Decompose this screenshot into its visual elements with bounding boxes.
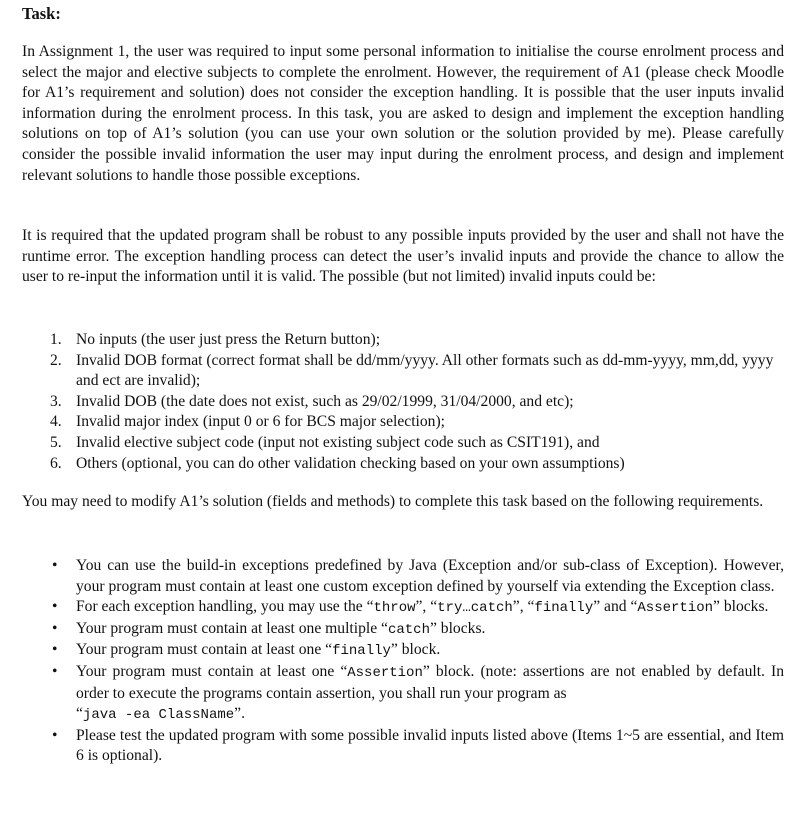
bullet-item: • Your program must contain at least one “finally” block. bbox=[52, 641, 441, 660]
robustness-paragraph: It is required that the updated program shall be robust to any possible inputs provided by the user and shall not have the runtime error. The exception handling process can detect the user’s invalid inputs and provide the chance to allow the user to re-input the information until it is valid. The possible (but not limited) invalid inputs could be: bbox=[22, 227, 784, 286]
requirements-paragraph: You may need to modify A1’s solution (fields and methods) to complete this task based on the following requirements. bbox=[22, 493, 764, 510]
bullet-icon: • bbox=[52, 557, 58, 574]
list-item: 2. Invalid DOB format (correct format shall be dd/mm/yyyy. All other formats such as dd-mm-yyyy, mm,dd, yyyy and ect are invalid); bbox=[50, 351, 774, 390]
code-keyword: try…catch bbox=[437, 600, 513, 617]
bullet-item: • For each exception handling, you may use the “throw”, “try…catch”, “finally” and “Assertion” blocks. bbox=[52, 598, 769, 617]
invalid-inputs-list bbox=[22, 330, 784, 474]
code-keyword: catch bbox=[387, 621, 430, 638]
bullet-icon: • bbox=[52, 726, 58, 744]
bullet-icon: • bbox=[52, 619, 58, 637]
task-title: Task: bbox=[22, 4, 61, 23]
list-item: 3. Invalid DOB (the date does not exist, such as 29/02/1999, 31/04/2000, and etc); bbox=[50, 392, 574, 410]
bullet-icon: • bbox=[52, 641, 58, 659]
requirements-list bbox=[22, 556, 784, 767]
bullet-item: • Your program must contain at least one multiple “catch” blocks. bbox=[52, 619, 486, 638]
code-keyword: throw bbox=[373, 600, 416, 617]
code-keyword: Assertion bbox=[637, 600, 714, 617]
list-item: 4. Invalid major index (input 0 or 6 for BCS major selection); bbox=[50, 413, 445, 431]
bullet-icon: • bbox=[52, 662, 58, 680]
intro-paragraph: In Assignment 1, the user was required to input some personal information to initialise the course enrolment process and select the major and elective subjects to complete the enrolment. However, the requirement of A1 (please check Moodle for A1’s requirement and solution) does not consider the exception handling. It is possible that the user inputs invalid information during the enrolment process. In this task, you are asked to design and implement the exception handling solutions on top of A1’s solution (you can use your own solution or the solution provided by me). Please carefully consider the possible invalid information the user may input during the enrolment process, and design and implement relevant solutions to handle those possible exceptions. bbox=[22, 43, 784, 184]
list-item: 6. Others (optional, you can do other validation checking based on your own assumptions) bbox=[50, 454, 625, 472]
bullet-icon: • bbox=[52, 598, 58, 616]
code-keyword: finally bbox=[332, 643, 391, 660]
bullet-item: • Please test the updated program with some possible invalid inputs listed above (Items 1~5 are essential, and Item 6 is optional). bbox=[52, 726, 784, 765]
list-item: 1. No inputs (the user just press the Return button); bbox=[50, 331, 381, 348]
list-item: 5. Invalid elective subject code (input not existing subject code such as CSIT191), and bbox=[50, 433, 600, 451]
bullet-item: • Your program must contain at least one “Assertion” block. (note: assertions are not enabled by default. In order to execute the programs contain assertion, you shall run your program as “java -ea ClassName”. bbox=[52, 662, 784, 724]
code-keyword: finally bbox=[534, 600, 594, 617]
code-keyword: Assertion bbox=[347, 664, 423, 681]
code-command: java -ea ClassName bbox=[82, 707, 235, 724]
bullet-item: • You can use the build-in exceptions predefined by Java (Exception and/or sub-class of Exception). However, your program must contain at least one custom exception defined by yourself via extending the Exception class. bbox=[52, 557, 784, 595]
